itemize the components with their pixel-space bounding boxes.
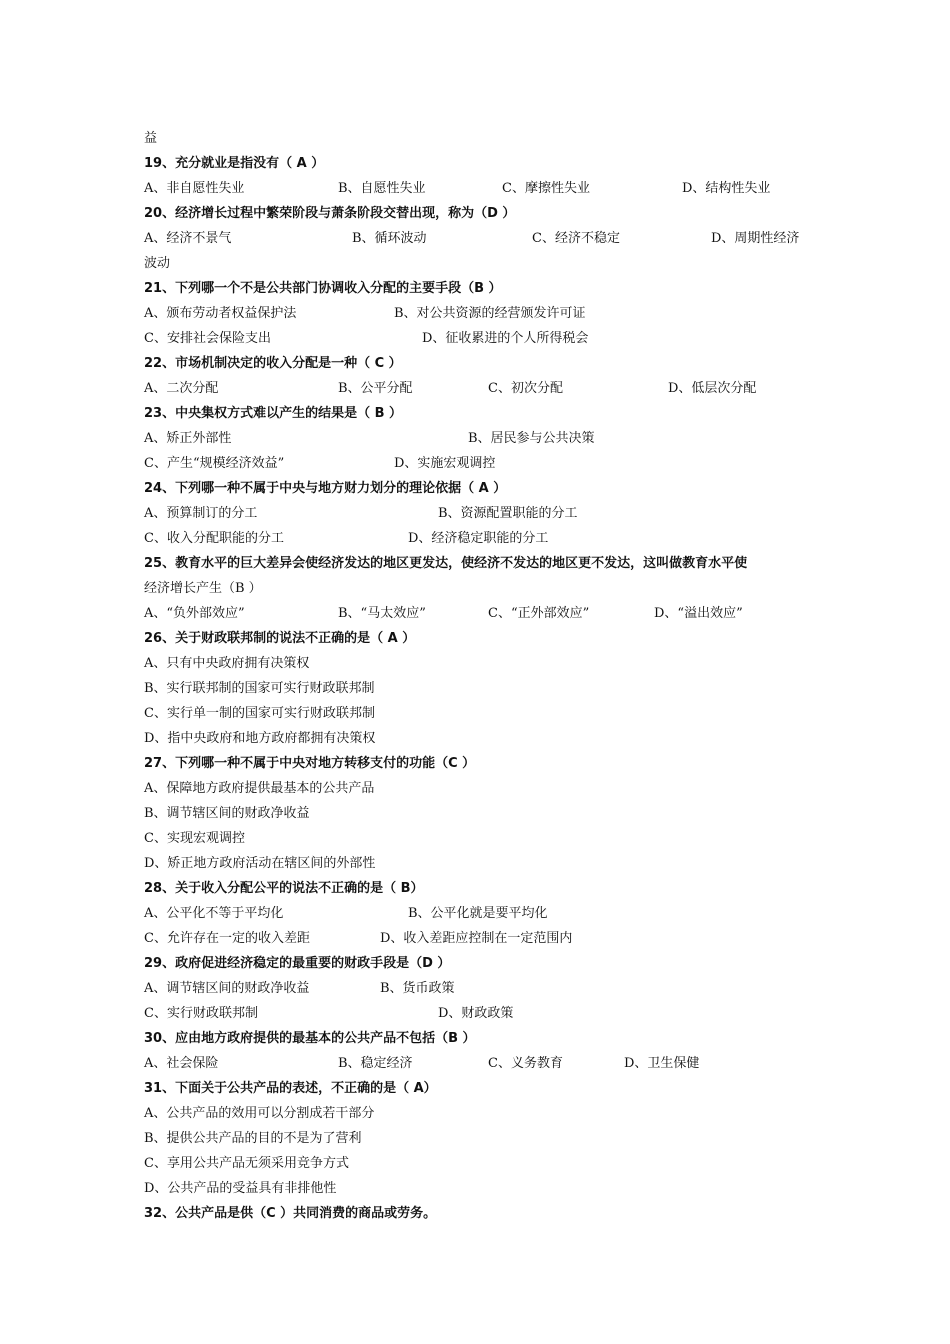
- question-stem: 24、下列哪一种不属于中央与地方财力划分的理论依据（ A ）: [144, 481, 507, 496]
- answer-option: C、收入分配职能的分工: [144, 531, 284, 546]
- options-row: [144, 426, 814, 451]
- answer-option: C、经济不稳定: [532, 231, 620, 246]
- text-line: D、矫正地方政府活动在辖区间的外部性: [144, 856, 376, 871]
- answer-option: D、财政政策: [438, 1006, 514, 1021]
- answer-option: A、公平化不等于平均化: [144, 906, 284, 921]
- answer-option: A、二次分配: [144, 381, 219, 396]
- text-line: 经济增长产生（B ）: [144, 581, 262, 596]
- text-line: A、只有中央政府拥有决策权: [144, 656, 310, 671]
- question-stem: 25、教育水平的巨大差异会使经济发达的地区更发达，使经济不发达的地区更不发达，这叫做教育水平使: [144, 556, 748, 571]
- answer-option: B、公平分配: [338, 381, 413, 396]
- text-line: C、实行单一制的国家可实行财政联邦制: [144, 706, 375, 721]
- options-row: [144, 926, 814, 951]
- answer-option: C、摩擦性失业: [502, 181, 590, 196]
- answer-option: B、对公共资源的经营颁发许可证: [394, 306, 586, 321]
- answer-option: C、允许存在一定的收入差距: [144, 931, 310, 946]
- options-row: [144, 176, 814, 201]
- answer-option: D、结构性失业: [682, 181, 771, 196]
- answer-option: A、矫正外部性: [144, 431, 232, 446]
- answer-option: A、社会保险: [144, 1056, 219, 1071]
- text-line: 波动: [144, 256, 171, 271]
- answer-option: A、“负外部效应”: [144, 606, 245, 621]
- question-stem: 19、充分就业是指没有（ A ）: [144, 156, 325, 171]
- question-stem: 31、下面关于公共产品的表述，不正确的是（ A）: [144, 1081, 437, 1096]
- answer-option: D、征收累进的个人所得税会: [422, 331, 589, 346]
- answer-option: D、卫生保健: [624, 1056, 700, 1071]
- options-row: [144, 1051, 814, 1076]
- answer-option: D、低层次分配: [668, 381, 757, 396]
- text-line: B、实行联邦制的国家可实行财政联邦制: [144, 681, 375, 696]
- question-stem: 30、应由地方政府提供的最基本的公共产品不包括（B ）: [144, 1031, 476, 1046]
- question-stem: 22、市场机制决定的收入分配是一种（ C ）: [144, 356, 402, 371]
- text-line: B、调节辖区间的财政净收益: [144, 806, 310, 821]
- answer-option: B、公平化就是要平均化: [408, 906, 548, 921]
- options-row: [144, 326, 814, 351]
- options-row: [144, 376, 814, 401]
- question-stem: 28、关于收入分配公平的说法不正确的是（ B）: [144, 881, 424, 896]
- answer-option: A、调节辖区间的财政净收益: [144, 981, 310, 996]
- answer-option: B、货币政策: [380, 981, 455, 996]
- text-line: C、实现宏观调控: [144, 831, 245, 846]
- options-row: [144, 451, 814, 476]
- options-row: [144, 501, 814, 526]
- answer-option: B、“马太效应”: [338, 606, 426, 621]
- document-page: [144, 126, 814, 1226]
- answer-option: C、实行财政联邦制: [144, 1006, 258, 1021]
- text-line: A、公共产品的效用可以分割成若干部分: [144, 1106, 375, 1121]
- options-row: [144, 226, 814, 251]
- answer-option: C、产生“规模经济效益”: [144, 456, 285, 471]
- text-line: 益: [144, 131, 158, 146]
- text-line: B、提供公共产品的目的不是为了营利: [144, 1131, 362, 1146]
- answer-option: D、收入差距应控制在一定范围内: [380, 931, 573, 946]
- answer-option: A、预算制订的分工: [144, 506, 258, 521]
- text-line: D、指中央政府和地方政府都拥有决策权: [144, 731, 376, 746]
- options-row: [144, 601, 814, 626]
- question-stem: 20、经济增长过程中繁荣阶段与萧条阶段交替出现，称为（D ）: [144, 206, 516, 221]
- text-line: A、保障地方政府提供最基本的公共产品: [144, 781, 375, 796]
- question-stem: 21、下列哪一个不是公共部门协调收入分配的主要手段（B ）: [144, 281, 502, 296]
- answer-option: B、循环波动: [352, 231, 427, 246]
- answer-option: B、自愿性失业: [338, 181, 426, 196]
- answer-option: B、资源配置职能的分工: [438, 506, 578, 521]
- options-row: [144, 526, 814, 551]
- answer-option: D、实施宏观调控: [394, 456, 496, 471]
- question-stem: 27、下列哪一种不属于中央对地方转移支付的功能（C ）: [144, 756, 476, 771]
- answer-option: A、非自愿性失业: [144, 181, 245, 196]
- answer-option: C、安排社会保险支出: [144, 331, 271, 346]
- options-row: [144, 1001, 814, 1026]
- answer-option: C、义务教育: [488, 1056, 563, 1071]
- answer-option: D、周期性经济: [711, 231, 800, 246]
- answer-option: B、居民参与公共决策: [468, 431, 595, 446]
- answer-option: A、经济不景气: [144, 231, 232, 246]
- answer-option: C、初次分配: [488, 381, 563, 396]
- question-stem: 29、政府促进经济稳定的最重要的财政手段是（D ）: [144, 956, 451, 971]
- answer-option: B、稳定经济: [338, 1056, 413, 1071]
- answer-option: D、“溢出效应”: [654, 606, 743, 621]
- answer-option: A、颁布劳动者权益保护法: [144, 306, 297, 321]
- answer-option: D、经济稳定职能的分工: [408, 531, 549, 546]
- question-stem: 26、关于财政联邦制的说法不正确的是（ A ）: [144, 631, 416, 646]
- text-line: C、享用公共产品无须采用竞争方式: [144, 1156, 349, 1171]
- question-stem: 32、公共产品是供（C ）共同消费的商品或劳务。: [144, 1206, 437, 1221]
- answer-option: C、“正外部效应”: [488, 606, 590, 621]
- options-row: [144, 901, 814, 926]
- question-stem: 23、中央集权方式难以产生的结果是（ B ）: [144, 406, 403, 421]
- text-line: D、公共产品的受益具有非排他性: [144, 1181, 337, 1196]
- options-row: [144, 976, 814, 1001]
- options-row: [144, 301, 814, 326]
